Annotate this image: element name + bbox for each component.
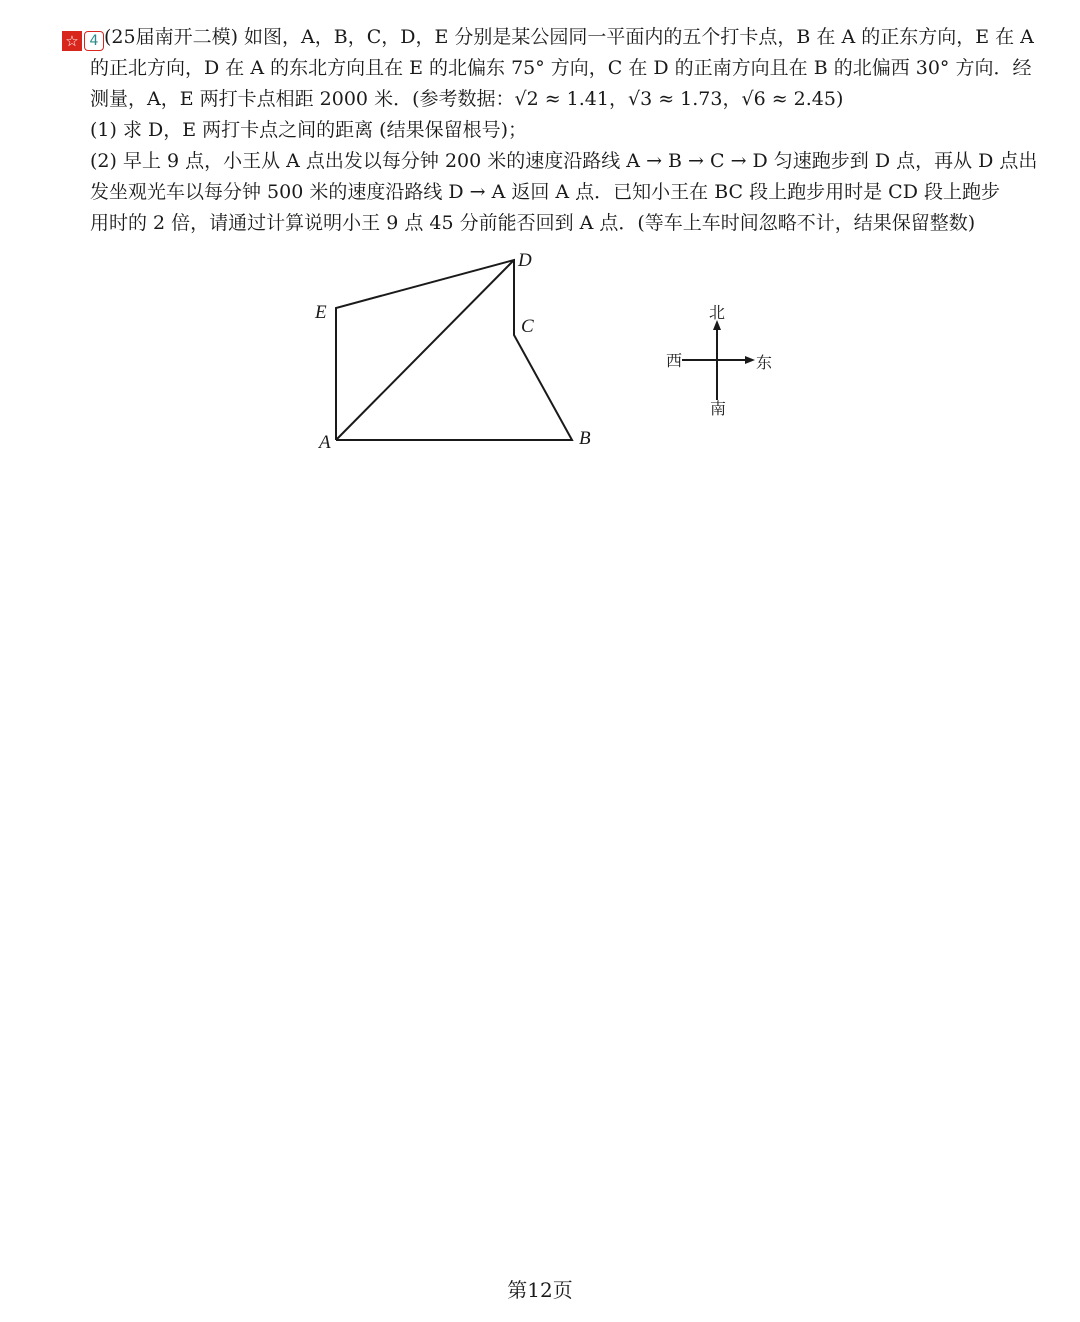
point-label-c: C xyxy=(521,316,534,337)
question-1: (1) 求 D，E 两打卡点之间的距离 (结果保留根号)； xyxy=(90,119,528,141)
problem-text: (25届南开二模) 如图，A，B，C，D，E 分别是某公园同一平面内的五个打卡点，B 在 A 的正东方向，E 在 A xyxy=(104,26,1034,48)
compass-south-label: 南 xyxy=(710,399,727,418)
problem-line-3: 测量，A，E 两打卡点相距 2000 米．(参考数据：√2 ≈ 1.41，√3 ≈ 1.73，√6 ≈ 2.45) xyxy=(90,88,844,110)
compass-north-label: 北 xyxy=(709,303,726,322)
question-2-line-2: 发坐观光车以每分钟 500 米的速度沿路线 D → A 返回 A 点．已知小王在 BC 段上跑步用时是 CD 段上跑步 xyxy=(90,181,1000,203)
star-icon: ☆ xyxy=(62,31,82,51)
problem-number-badge: 4 xyxy=(84,31,104,51)
question-2-line-1: (2) 早上 9 点，小王从 A 点出发以每分钟 200 米的速度沿路线 A → B → C → D 匀速跑步到 D 点，再从 D 点出 xyxy=(90,150,1038,172)
question-2-line-3: 用时的 2 倍，请通过计算说明小王 9 点 45 分前能否回到 A 点．(等车上车时间忽略不计，结果保留整数) xyxy=(90,212,976,234)
point-label-d: D xyxy=(518,250,532,271)
geometry-figure xyxy=(300,245,620,460)
point-label-a: A xyxy=(319,432,331,453)
compass-west-label: 西 xyxy=(666,351,683,370)
figure-segment-a-d xyxy=(336,260,514,440)
page-number: 第12页 xyxy=(507,1278,573,1302)
problem-line-1 xyxy=(62,22,1034,53)
east-arrow-icon xyxy=(745,356,755,364)
problem-line-2: 的正北方向，D 在 A 的东北方向且在 E 的北偏东 75° 方向，C 在 D 的正南方向且在 B 的北偏西 30° 方向．经 xyxy=(90,57,1032,79)
point-label-e: E xyxy=(315,302,327,323)
problem-block xyxy=(62,22,1038,239)
compass-east-label: 东 xyxy=(756,353,773,372)
compass-rose xyxy=(660,302,780,422)
point-label-b: B xyxy=(579,428,591,449)
figure-path-a-e-d-c-b-a xyxy=(336,260,572,440)
